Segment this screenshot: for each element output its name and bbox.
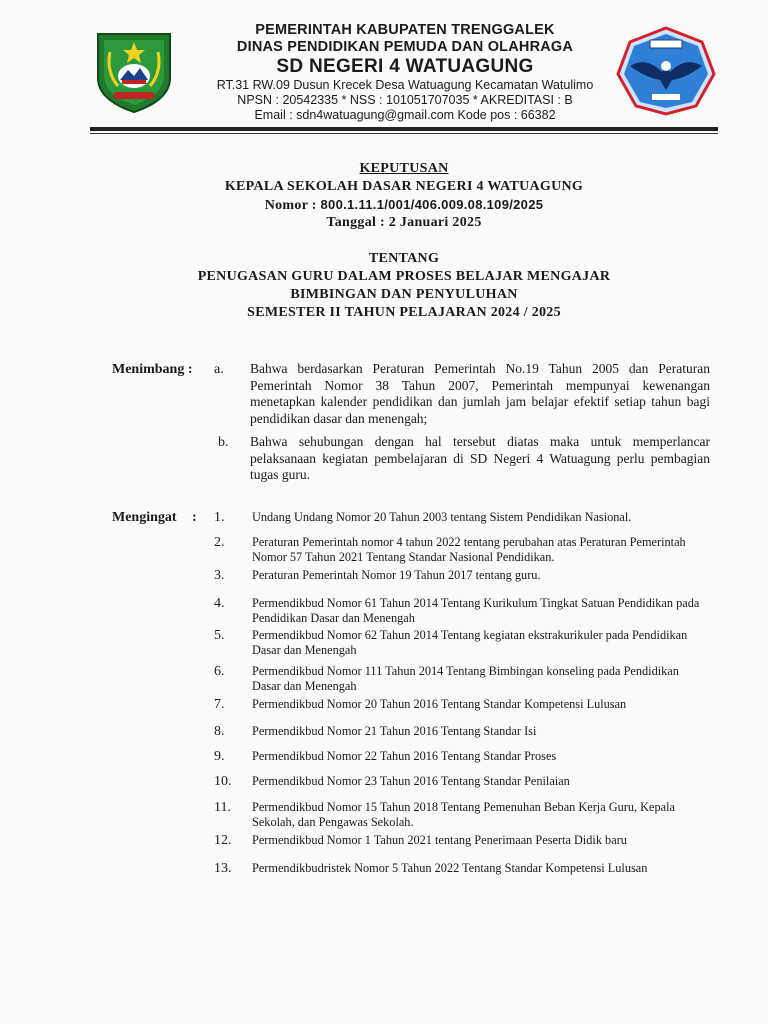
list-item-number: 10. bbox=[214, 774, 232, 789]
letterhead-address: RT.31 RW.09 Dusun Krecek Desa Watuagung Kecamatan Watulimo bbox=[216, 78, 594, 92]
mengingat-label: Mengingat bbox=[112, 510, 177, 525]
list-item: Undang Undang Nomor 20 Tahun 2003 tentang Sistem Pendidikan Nasional. bbox=[252, 510, 632, 524]
list-item-number: 12. bbox=[214, 833, 232, 848]
menimbang-marker-a: a. bbox=[214, 362, 224, 377]
school-eagle-emblem-icon bbox=[616, 26, 716, 116]
menimbang-item-b: Bahwa sehubungan dengan hal tersebut diatas maka untuk memperlancar pelaksanaan kegiatan pembelajaran di SD Negeri 4 Watuagung perlu pembagian tugas guru. bbox=[250, 434, 710, 482]
decree-number-value: 800.1.11.1/001/406.009.08.109/2025 bbox=[320, 197, 544, 212]
list-item-number: 8. bbox=[214, 724, 225, 739]
decree-date: Tanggal : 2 Januari 2025 bbox=[326, 215, 482, 230]
letterhead-ids: NPSN : 20542335 * NSS : 101051707035 * AKREDITASI : B bbox=[237, 93, 573, 107]
list-item: Peraturan Pemerintah nomor 4 tahun 2022 tentang perubahan atas Peraturan Pemerintah Nomor 57 Tahun 2021 Tentang Standar Nasional Pendidikan. bbox=[252, 535, 686, 564]
decree-issuer: KEPALA SEKOLAH DASAR NEGERI 4 WATUAGUNG bbox=[224, 179, 584, 194]
list-item: Permendikbud Nomor 15 Tahun 2018 Tentang Pemenuhan Beban Kerja Guru, Kepala Sekolah, dan Pengawas Sekolah. bbox=[252, 800, 675, 829]
list-item-number: 6. bbox=[214, 664, 225, 679]
list-item: Permendikbud Nomor 61 Tahun 2014 Tentang Kurikulum Tingkat Satuan Pendidikan pada Pendidikan Dasar dan Menengah bbox=[252, 596, 700, 625]
list-item: Permendikbud Nomor 111 Tahun 2014 Tentang Bimbingan konseling pada Pendidikan Dasar dan Menengah bbox=[252, 664, 679, 693]
list-item-number: 13. bbox=[214, 861, 232, 876]
list-item-number: 5. bbox=[214, 628, 225, 643]
list-item: Permendikbud Nomor 20 Tahun 2016 Tentang Standar Kompetensi Lulusan bbox=[252, 697, 627, 711]
list-item-number: 1. bbox=[214, 510, 225, 525]
subject-line-3: SEMESTER II TAHUN PELAJARAN 2024 / 2025 bbox=[247, 305, 561, 320]
letterhead-school-name: SD NEGERI 4 WATUAGUNG bbox=[276, 56, 534, 77]
letterhead-department: DINAS PENDIDIKAN PEMUDA DAN OLAHRAGA bbox=[236, 39, 574, 55]
subject-line-2: BIMBINGAN DAN PENYULUHAN bbox=[290, 287, 518, 302]
list-item: Permendikbud Nomor 22 Tahun 2016 Tentang Standar Proses bbox=[252, 749, 557, 763]
menimbang-label: Menimbang : bbox=[112, 362, 193, 377]
list-item: Permendikbud Nomor 62 Tahun 2014 Tentang kegiatan ekstrakurikuler pada Pendidikan Dasar dan Menengah bbox=[252, 628, 688, 657]
regency-crest-icon bbox=[92, 28, 176, 114]
decree-number bbox=[80, 196, 728, 215]
about-heading: TENTANG bbox=[368, 251, 440, 266]
letterhead-government: PEMERINTAH KABUPATEN TRENGGALEK bbox=[255, 22, 555, 38]
list-item: Permendikbudristek Nomor 5 Tahun 2022 Tentang Standar Kompetensi Lulusan bbox=[252, 861, 648, 875]
menimbang-marker-b: b. bbox=[218, 435, 229, 450]
list-item: Permendikbud Nomor 21 Tahun 2016 Tentang Standar Isi bbox=[252, 724, 537, 738]
list-item: Peraturan Pemerintah Nomor 19 Tahun 2017 tentang guru. bbox=[252, 568, 541, 582]
subject-line-1: PENUGASAN GURU DALAM PROSES BELAJAR MENGAJAR bbox=[197, 269, 611, 284]
list-item-number: 11. bbox=[214, 800, 231, 815]
list-item-number: 2. bbox=[214, 535, 225, 550]
letterhead-email: Email : sdn4watuagung@gmail.com Kode pos : 66382 bbox=[254, 108, 556, 122]
list-item-number: 7. bbox=[214, 697, 225, 712]
menimbang-item-a: Bahwa berdasarkan Peraturan Pemerintah No.19 Tahun 2005 dan Peraturan Pemerintah Nomor 38 Tahun 2007, Pemerintah mempunyai kewenangan menetapkan kalender pendidikan dan jumlah jam belajar efektif setiap tahun bagi pendidikan dasar dan menengah; bbox=[250, 361, 710, 426]
letterhead bbox=[200, 22, 610, 123]
list-item: Permendikbud Nomor 23 Tahun 2016 Tentang Standar Penilaian bbox=[252, 774, 570, 788]
list-item-number: 3. bbox=[214, 568, 225, 583]
list-item-number: 4. bbox=[214, 596, 225, 611]
letterhead-rule-thin bbox=[90, 133, 718, 134]
decree-number-label: Nomor : bbox=[264, 198, 321, 213]
decree-title: KEPUTUSAN bbox=[359, 161, 449, 176]
letterhead-rule-thick bbox=[90, 127, 718, 131]
list-item-number: 9. bbox=[214, 749, 225, 764]
mengingat-colon: : bbox=[192, 510, 197, 525]
list-item: Permendikbud Nomor 1 Tahun 2021 tentang Penerimaan Peserta Didik baru bbox=[252, 833, 627, 847]
